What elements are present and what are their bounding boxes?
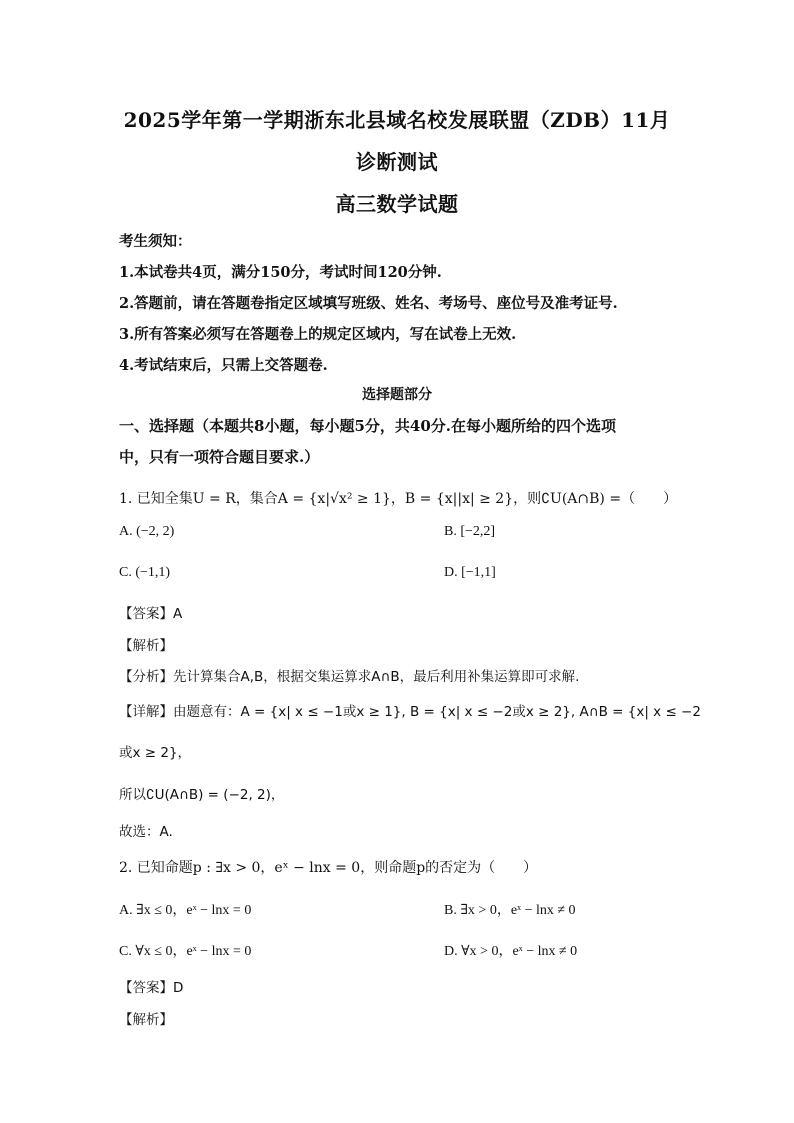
notice-item-3: 3.所有答案必须写在答题卷上的规定区域内，写在试卷上无效. <box>119 326 517 343</box>
q1-option-b: B. [−2,2] <box>444 524 496 539</box>
q1-detail-line1: 【详解】由题意有：A = {x| x ≤ −1或x ≥ 1}, B = {x| x ≤ −2或x ≥ 2}, A∩B = {x| x ≤ −2 <box>119 704 701 720</box>
q1-option-d: D. [−1,1] <box>444 565 496 580</box>
notice-item-2: 2.答题前，请在答题卷指定区域填写班级、姓名、考场号、座位号及准考证号. <box>119 295 618 312</box>
q2-option-a: A. ∃x ≤ 0，eˣ − lnx = 0 <box>119 903 252 918</box>
exam-title-line1: 2025学年第一学期浙东北县域名校发展联盟（ZDB）11月 <box>123 108 671 132</box>
q1-option-c: C. (−1,1) <box>119 565 171 580</box>
q2-option-b: B. ∃x > 0，eˣ − lnx ≠ 0 <box>444 903 576 918</box>
exam-subject-title: 高三数学试题 <box>335 192 459 216</box>
q2-analysis-label: 【解析】 <box>119 1012 173 1028</box>
q2-option-c: C. ∀x ≤ 0，eˣ − lnx = 0 <box>119 944 252 959</box>
q1-analysis-label: 【解析】 <box>119 638 173 654</box>
section-heading-line1: 一、选择题（本题共8小题，每小题5分，共40分.在每小题所给的四个选项 <box>119 417 616 435</box>
q1-detail-line3: 所以∁U(A∩B) = (−2, 2)， <box>119 787 285 803</box>
q1-fenxi: 【分析】先计算集合A,B，根据交集运算求A∩B，最后利用补集运算即可求解. <box>119 669 580 685</box>
q1-conclusion: 故选：A. <box>119 824 173 840</box>
notice-item-1: 1.本试卷共4页，满分150分，考试时间120分钟. <box>119 264 442 281</box>
q1-answer: 【答案】A <box>119 606 183 622</box>
q1-stem: 1. 已知全集U = R，集合A = {x|√x² ≥ 1}，B = {x||x| ≥ 2}，则∁U(A∩B) =（ ） <box>119 491 678 507</box>
q1-detail-line2: 或x ≥ 2}， <box>119 745 192 761</box>
q2-answer: 【答案】D <box>119 980 184 996</box>
q2-stem: 2. 已知命题p : ∃x > 0，eˣ − lnx = 0，则命题p的否定为（ ） <box>119 860 538 876</box>
q1-option-a: A. (−2, 2) <box>119 524 175 539</box>
notice-heading: 考生须知： <box>119 233 192 250</box>
section-heading-line2: 中，只有一项符合题目要求.） <box>119 448 320 466</box>
notice-item-4: 4.考试结束后，只需上交答题卷. <box>119 357 328 374</box>
q2-option-d: D. ∀x > 0，eˣ − lnx ≠ 0 <box>444 944 578 959</box>
exam-title-line2: 诊断测试 <box>356 150 438 174</box>
part-title: 选择题部分 <box>362 387 432 403</box>
